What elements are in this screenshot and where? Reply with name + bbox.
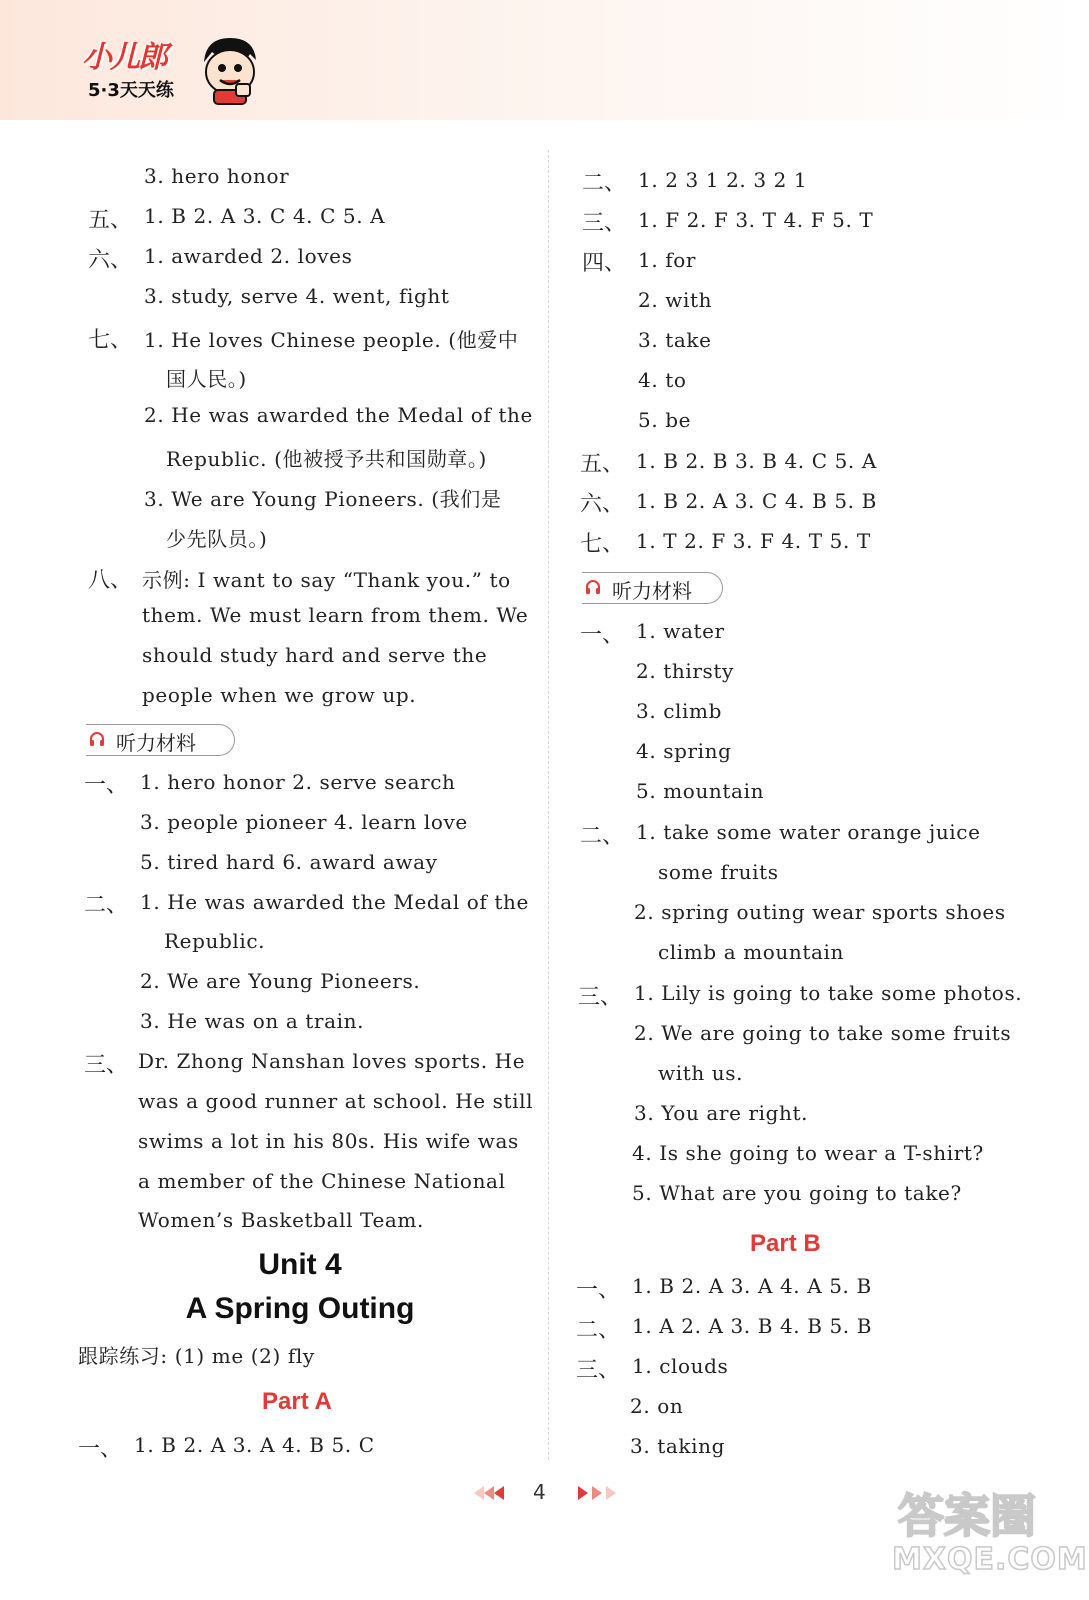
section-label: 三、 [582,211,627,236]
answer-line: 少先队员。) [166,527,268,551]
answer-line: 5. tired hard 6. award away [140,850,438,874]
answer-line: 3. take [638,328,712,352]
section-label: 一、 [576,1278,621,1303]
watermark-logo [888,1480,1088,1590]
answer-line: 1. F 2. F 3. T 4. F 5. T [638,208,874,232]
answer-line: people when we grow up. [142,683,417,707]
section-label: 七、 [580,532,625,557]
answer-line: climb a mountain [658,940,845,964]
section-label: 四、 [582,251,627,276]
listening-section-tab [86,724,235,756]
answer-line: Republic. (他被授予共和国勋章。) [166,447,487,471]
answer-line: 3. people pioneer 4. learn love [140,810,468,834]
answer-line: 1. Lily is going to take some photos. [634,981,1023,1005]
listening-section-tab [582,572,723,604]
listening-tab-label: 听力材料 [612,579,692,603]
answer-line: Republic. [164,929,266,953]
answer-line: 4. to [638,368,687,392]
answer-line: 1. 2 3 1 2. 3 2 1 [638,168,808,192]
answer-line: 1. He was awarded the Medal of the [140,890,529,914]
section-label: 三、 [84,1053,129,1078]
answer-line: 5. What are you going to take? [632,1181,962,1205]
answer-line: 3. hero honor [144,164,290,188]
answer-line: 1. take some water orange juice [636,820,981,844]
section-label: 二、 [582,171,627,196]
section-label: 二、 [580,824,625,849]
answer-line: 1. clouds [632,1354,729,1378]
answer-line: 2. on [630,1394,684,1418]
next-arrows-icon [578,1486,624,1500]
answer-line: Women’s Basketball Team. [138,1208,424,1232]
section-label: 一、 [84,773,129,798]
headphones-icon [88,730,106,748]
answer-line: 1. A 2. A 3. B 4. B 5. B [632,1314,873,1338]
section-label: 六、 [88,248,133,273]
section-label: 一、 [78,1437,123,1462]
section-label: 一、 [580,623,625,648]
answer-line: 1. water [636,619,725,643]
logo-text: 小儿郎 [82,40,166,75]
answer-line: should study hard and serve the [142,643,488,667]
part-b-title: Part B [750,1230,821,1257]
answer-line: 2. thirsty [636,659,734,683]
section-label: 六、 [580,492,625,517]
unit-title: Unit 4 [258,1248,342,1281]
part-a-title: Part A [262,1388,332,1415]
answer-line: 2. We are going to take some fruits [634,1021,1012,1045]
answer-line: Dr. Zhong Nanshan loves sports. He [138,1049,526,1073]
section-label: 二、 [84,893,129,918]
answer-line: 3. You are right. [634,1101,809,1125]
answer-line: 5. mountain [636,779,765,803]
logo-subtitle: 5·3天天练 [88,80,174,101]
section-label: 五、 [88,208,133,233]
mascot-icon [196,34,262,106]
answer-line: 4. Is she going to wear a T-shirt? [632,1141,984,1165]
answer-line: 1. He loves Chinese people. (他爱中 [144,328,519,352]
answer-line: 5. be [638,408,692,432]
section-label: 五、 [580,452,625,477]
tracking-practice: 跟踪练习: (1) me (2) fly [78,1344,315,1368]
answer-line: 2. spring outing wear sports shoes [634,900,1006,924]
section-label: 三、 [576,1358,621,1383]
answer-line: 国人民。) [166,367,247,391]
unit-subtitle: A Spring Outing [185,1292,415,1325]
answer-line: 3. taking [630,1434,725,1458]
column-divider [548,150,549,1460]
answer-line: 3. climb [636,699,723,723]
answer-line: 2. He was awarded the Medal of the [144,403,533,427]
answer-line: 1. B 2. B 3. B 4. C 5. A [636,449,877,473]
prev-arrows-icon [474,1486,510,1500]
answer-line: 1. awarded 2. loves [144,244,353,268]
section-label: 三、 [578,985,623,1010]
answer-line: was a good runner at school. He still [138,1089,534,1113]
answer-line: 1. T 2. F 3. F 4. T 5. T [636,529,871,553]
page-number: 4 [533,1480,546,1504]
answer-line: 1. B 2. A 3. C 4. B 5. B [636,489,877,513]
answer-line: 示例: I want to say “Thank you.” to [142,568,511,592]
section-label: 二、 [576,1318,621,1343]
section-label: 八、 [88,568,133,593]
listening-tab-label: 听力材料 [116,731,196,755]
answer-line: 4. spring [636,739,732,763]
answer-line: 1. B 2. A 3. A 4. A 5. B [632,1274,872,1298]
answer-line: 1. for [638,248,697,272]
watermark-text: 答案圈 [898,1489,1036,1543]
answer-line: 1. B 2. A 3. A 4. B 5. C [134,1433,375,1457]
section-label: 七、 [88,328,133,353]
answer-line: a member of the Chinese National [138,1169,506,1193]
answer-line: 3. He was on a train. [140,1009,365,1033]
answer-line: 2. with [638,288,713,312]
headphones-icon [584,578,602,596]
answer-line: 1. B 2. A 3. C 4. C 5. A [144,204,386,228]
answer-line: some fruits [658,860,779,884]
watermark-url: MXQE.COM [892,1542,1088,1577]
answer-line: 3. We are Young Pioneers. (我们是 [144,487,502,511]
answer-line: with us. [658,1061,744,1085]
answer-line: 2. We are Young Pioneers. [140,969,421,993]
answer-line: swims a lot in his 80s. His wife was [138,1129,519,1153]
answer-line: 3. study, serve 4. went, fight [144,284,450,308]
answer-line: them. We must learn from them. We [142,603,529,627]
answer-line: 1. hero honor 2. serve search [140,770,456,794]
